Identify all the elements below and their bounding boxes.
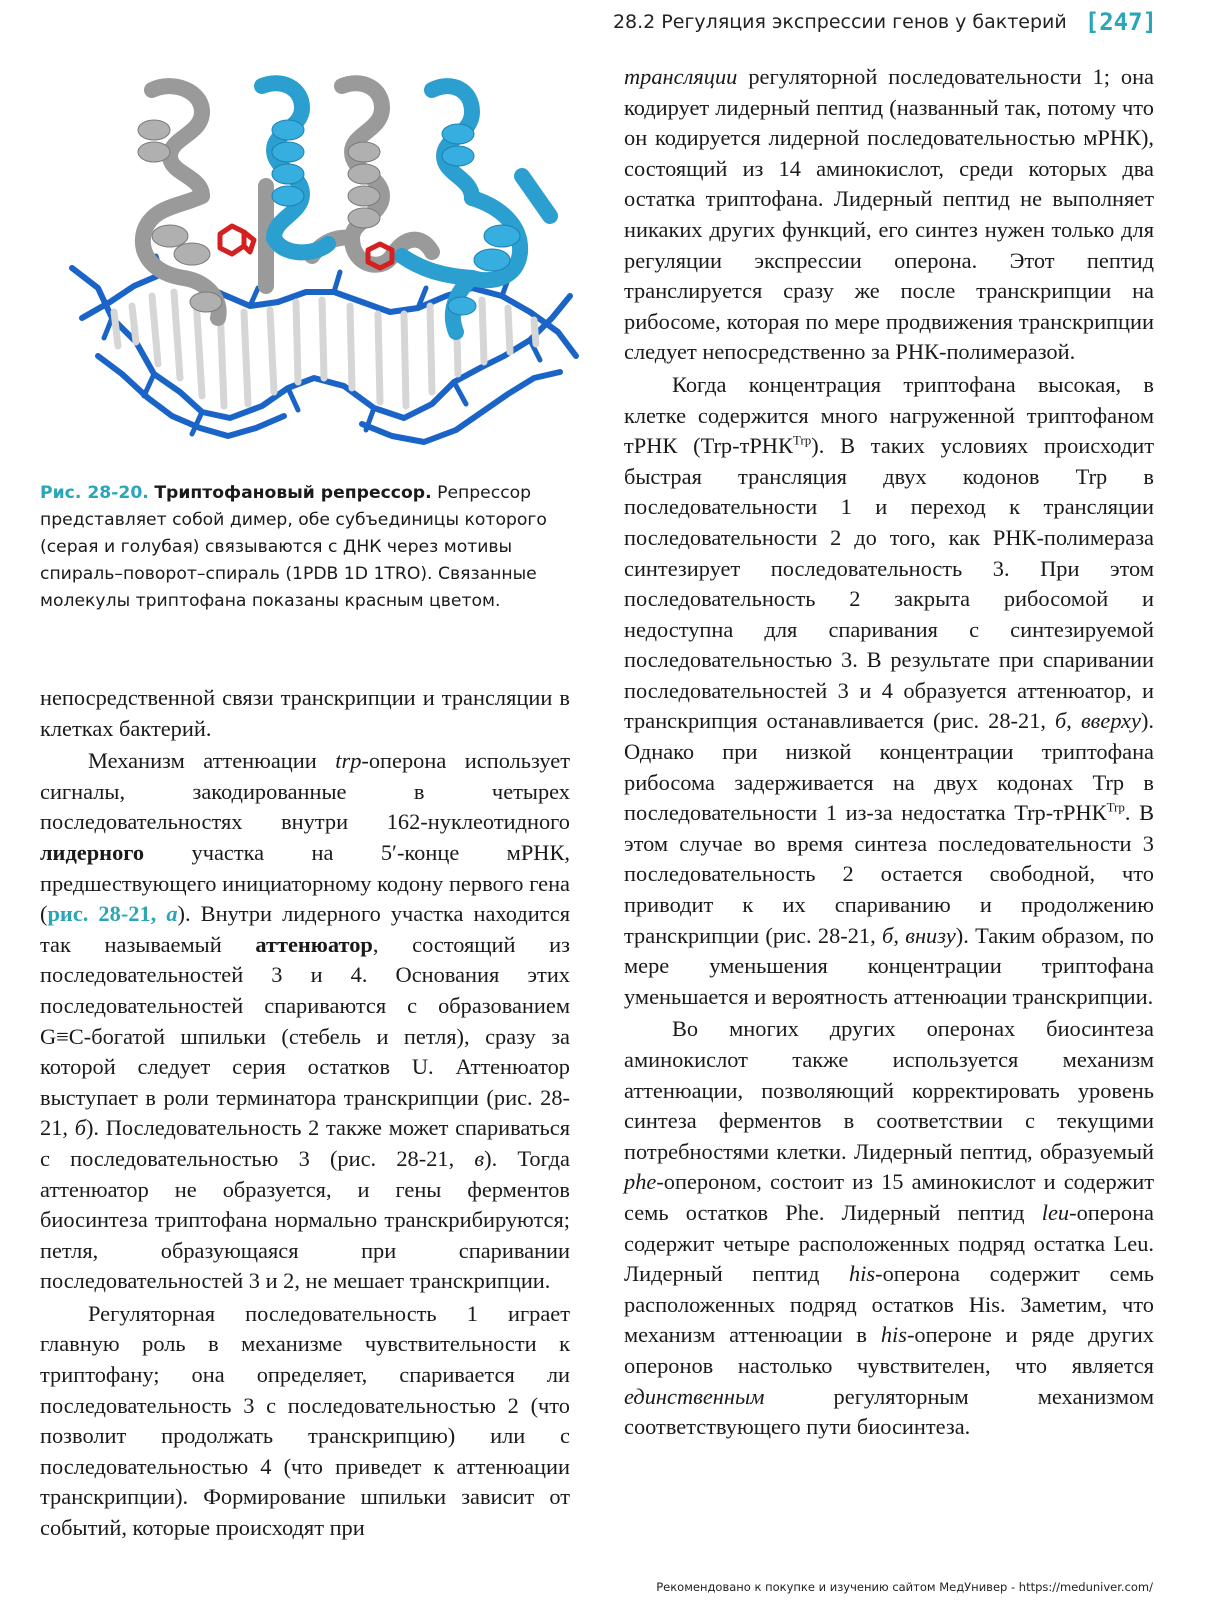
right-text-column bbox=[624, 62, 1154, 1443]
figure-caption-text: Репрессор представляет собой димер, обе субъединицы которого (серая и голубая) связываются с ДНК через мотивы спираль–поворот–спираль (1PDB 1D 1TRO). Связанные молекулы триптофана показаны красным цветом. bbox=[40, 483, 547, 611]
paragraph: Механизм аттенюации trp-оперона использует сигналы, закодированные в четырех последовательностях внутри 162-нуклеотидного лидерного участка на 5′-конце мРНК, предшествующего инициаторному кодону первого гена (рис. 28-21, а). Внутри лидерного участка находится так называемый аттенюатор, состоящий из последовательностей 3 и 4. Основания этих последовательностей спариваются с образованием G≡C-богатой шпильки (стебель и петля), сразу за которой следует серия остатков U. Аттенюатор выступает в роли терминатора транскрипции (рис. 28-21, б). Последовательность 2 также может спариваться с последовательностью 3 (рис. 28-21, в). Тогда аттенюатор не образуется, и гены ферментов биосинтеза триптофана нормально транскрибируются; петля, образующаяся при спаривании последовательностей 3 и 2, не мешает транскрипции. bbox=[40, 748, 571, 1294]
paragraph: Регуляторная последовательность 1 играет главную роль в механизме чувствительности к триптофану; она определяет, спаривается ли последовательность 3 с последовательностью 2 (что позволит продолжать транскрипцию) или с последовательностью 4 (что приведет к аттенюации транскрипции). Формирование шпильки зависит от событий, которые происходят при bbox=[40, 1300, 570, 1541]
figure-label: Рис. 28-20. bbox=[40, 483, 149, 503]
trp-repressor-figure bbox=[52, 56, 592, 468]
paragraph: трансляции регуляторной последовательности 1; она кодирует лидерный пептид (названный так, потому что он кодируется лидерной последовательностью мРНК), состоящий из 14 аминокислот, среди которых два остатка триптофана. Лидерный пептид не выполняет никаких других функций, его синтез нужен только для регуляции экспрессии оперона. Этот пептид транслируется сразу же после транскрипции на рибосоме, которая по мере продвижения транскрипции следует непосредственно за РНК-полимеразой. bbox=[624, 64, 1154, 365]
figure-reference-link[interactable]: рис. 28-21, а bbox=[47, 901, 178, 927]
figure-caption bbox=[40, 480, 580, 615]
figure-title: Триптофановый репрессор. bbox=[154, 483, 432, 503]
paragraph: Когда концентрация триптофана высокая, в клетке содержится много нагруженной триптофаном тРНК (Trp-тРНК$^{Trp}$). В таких условиях происходит быстрая трансляция двух кодонов Trp в последовательности 1 и переход к трансляции последовательности 2 до того, как РНК-полимераза синтезирует последовательность 3. При этом последовательность 2 закрыта рибосомой и недоступна для спаривания с синтезируемой последовательностью 3. В результате при спаривании последовательностей 3 и 4 образуется аттенюатор, и транскрипция останавливается (рис. 28-21, б, вверху). Однако при низкой концентрации триптофана рибосома задерживается на двух кодонах Trp в последовательности 1 из-за недостатка Trp-тРНК$^{Trp}$. В этом случае во время синтеза последовательности 3 последовательность 2 остается свободной, что приводит к их спариванию и продолжению транскрипции (рис. 28-21, б, внизу). Таким образом, по мере уменьшения концентрации триптофана уменьшается и вероятность аттенюации транскрипции. bbox=[624, 371, 1154, 1009]
page-number: [247] bbox=[1084, 8, 1157, 36]
paragraph: Во многих других оперонах биосинтеза аминокислот также используется механизм аттенюации, позволяющий корректировать уровень синтеза ферментов в соответствии с текущими потребностями клетки. Лидерный пептид, образуемый phe-опероном, состоит из 15 аминокислот и содержит семь остатков Phe. Лидерный пептид leu-оперона содержит четыре расположенных подряд остатка Leu. Лидерный пептид his-оперона содержит семь расположенных подряд остатков His. Заметим, что механизм аттенюации в his-опероне и ряде других оперонов настолько чувствителен, что является единственным регуляторным механизмом соответствующего пути биосинтеза. bbox=[624, 1016, 1154, 1440]
term-attenuator: аттенюатор bbox=[255, 931, 373, 957]
paragraph: непосредственной связи транскрипции и трансляции в клетках бактерий. bbox=[40, 685, 570, 741]
term-leader: лидерного bbox=[40, 839, 145, 865]
running-header bbox=[613, 6, 1157, 38]
footer-note: Рекомендовано к покупке и изучению сайтом МедУнивер - https://meduniver.com/ bbox=[656, 1580, 1153, 1594]
left-text-column bbox=[40, 683, 570, 1544]
section-title: 28.2 Регуляция экспрессии генов у бактерий bbox=[612, 11, 1067, 33]
protein-dna-structure-image bbox=[52, 56, 592, 468]
